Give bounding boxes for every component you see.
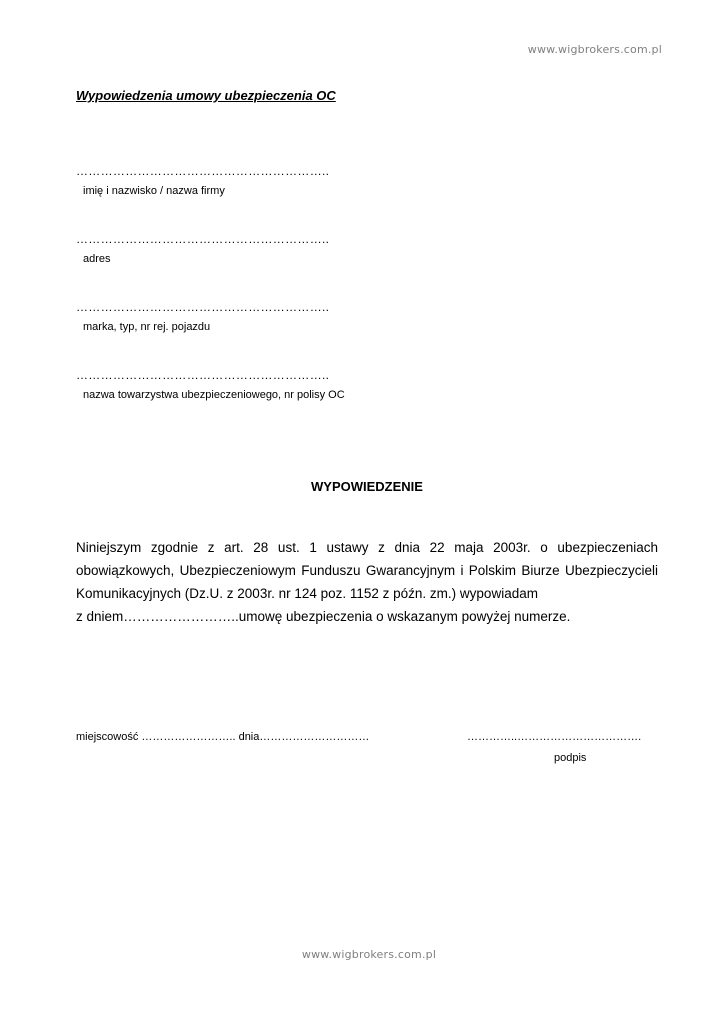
address-field-caption: adres bbox=[83, 253, 111, 265]
insurer-field bbox=[76, 368, 345, 402]
header-url: www.wigbrokers.com.pl bbox=[527, 43, 662, 56]
insurer-field-dotted-line: …………………………………………………….. bbox=[76, 368, 330, 382]
vehicle-field-dotted-line: …………………………………………………….. bbox=[76, 300, 330, 314]
name-field-dotted-line: …………………………………………………….. bbox=[76, 164, 330, 178]
signature-line: …………..……………………………. bbox=[467, 731, 642, 743]
body-paragraph-last-line: z dniem……………………..umowę ubezpieczenia o wskazanym powyżej numerze. bbox=[76, 609, 571, 624]
insurer-field-caption: nazwa towarzystwa ubezpieczeniowego, nr polisy OC bbox=[83, 389, 345, 401]
footer-url: www.wigbrokers.com.pl bbox=[301, 948, 437, 961]
document-title: Wypowiedzenia umowy ubezpieczenia OC bbox=[76, 88, 336, 103]
place-date-line: miejscowość …………………….. dnia………………………… bbox=[76, 731, 370, 743]
body-paragraph-main: Niniejszym zgodnie z art. 28 ust. 1 ustawy z dnia 22 maja 2003r. o ubezpieczeniach obowiązkowych, Ubezpieczeniowym Funduszu Gwarancyjnym i Polskim Biurze Ubezpieczycieli Komunikacyjnych (Dz.U. z 2003r. nr 124 poz. 1152 z późn. zm.) wypowiadam bbox=[76, 540, 658, 601]
vehicle-field bbox=[76, 300, 329, 334]
address-field bbox=[76, 232, 329, 266]
name-field-caption: imię i nazwisko / nazwa firmy bbox=[83, 185, 225, 197]
signature-label: podpis bbox=[554, 752, 587, 764]
section-heading: WYPOWIEDZENIE bbox=[311, 479, 423, 494]
address-field-dotted-line: …………………………………………………….. bbox=[76, 232, 330, 246]
vehicle-field-caption: marka, typ, nr rej. pojazdu bbox=[83, 321, 211, 333]
body-paragraph bbox=[76, 536, 658, 628]
name-field bbox=[76, 164, 329, 198]
